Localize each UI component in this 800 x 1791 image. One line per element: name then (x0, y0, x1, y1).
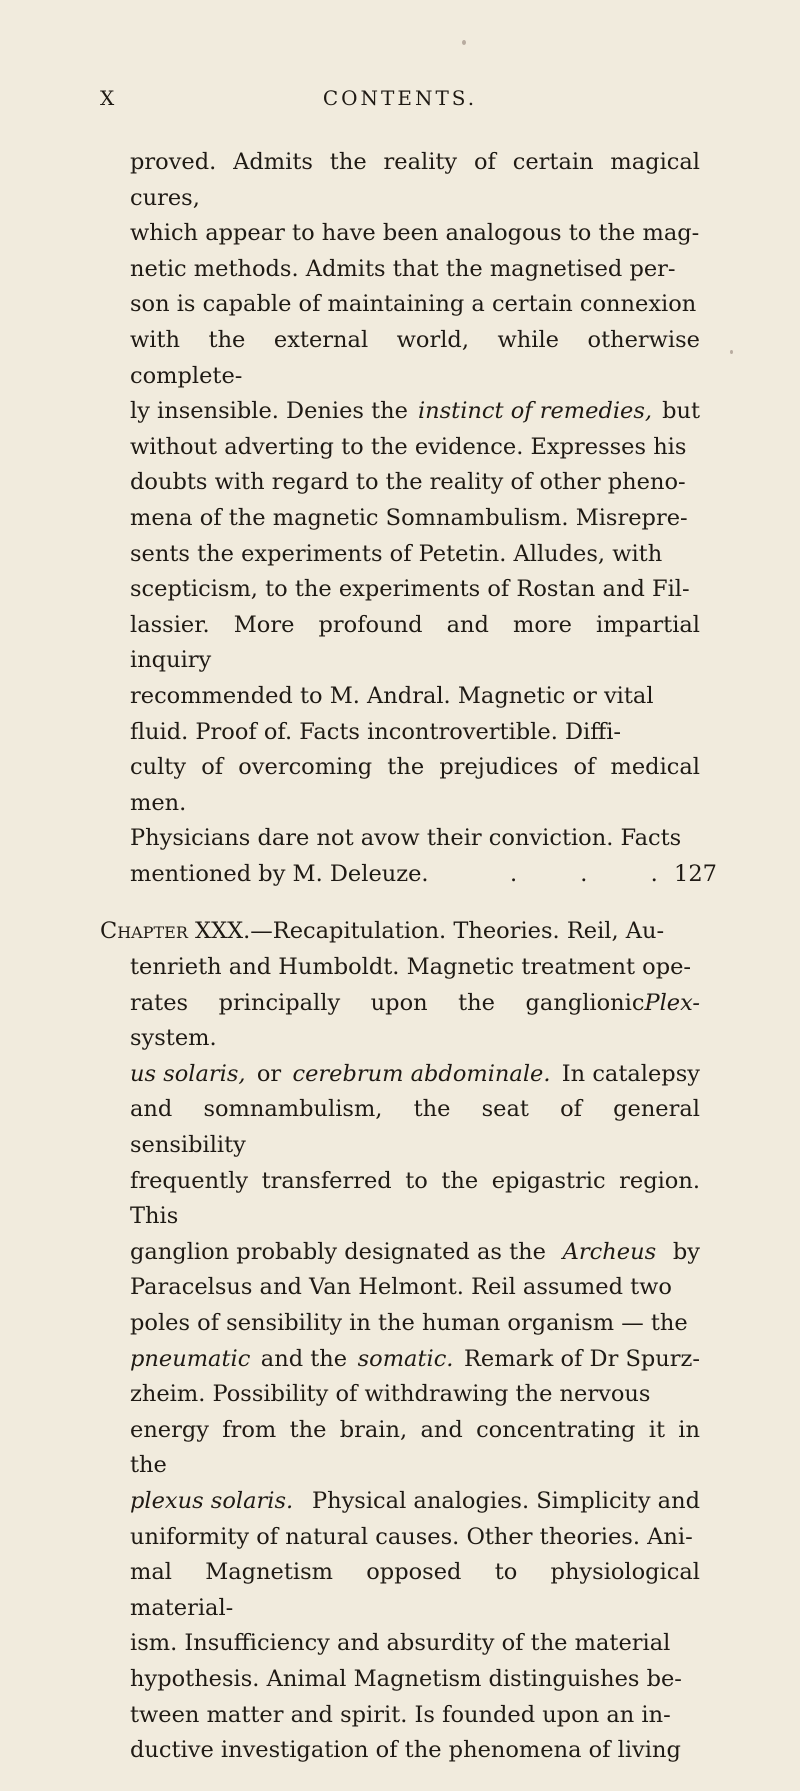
dot-leaders: . . . (510, 860, 686, 887)
text-line (130, 1342, 700, 1378)
text-span: ganglion probably designated as the (130, 1238, 546, 1265)
running-header (0, 86, 800, 116)
italic-span: Archeus (562, 1238, 657, 1265)
text-span: rates principally upon the ganglionic system. (130, 989, 645, 1052)
text-line: which appear to have been analogous to the mag- (130, 220, 700, 247)
text-line: recommended to M. Andral. Magnetic or vital (130, 682, 654, 709)
text-span: ly insensible. Denies the (130, 398, 408, 425)
text-span: Physical analogies. Simplicity and (311, 1487, 700, 1514)
text-line: Paracelsus and Van Helmont. Reil assumed two (130, 1274, 672, 1301)
text-line: ductive investigation of the phenomena of living (130, 1737, 681, 1764)
italic-span: cerebrum abdominale. (292, 1060, 551, 1087)
text-line: uniformity of natural causes. Other theories. Ani- (130, 1523, 693, 1550)
running-title: CONTENTS. (322, 86, 478, 110)
text-line: lassier. More profound and more impartial inquiry (130, 611, 700, 674)
text-line (130, 1484, 700, 1520)
text-line: sents the experiments of Petetin. Alludes, with (130, 540, 663, 567)
italic-span: us solaris, (130, 1060, 246, 1087)
page-number-roman: X (100, 86, 116, 110)
entry-text (130, 145, 717, 892)
text-span: In catalepsy (561, 1060, 700, 1087)
paper-speck (730, 350, 733, 354)
text-line: tenrieth and Humboldt. Magnetic treatment ope- (130, 954, 692, 981)
text-line: culty of overcoming the prejudices of medical men. (130, 754, 700, 816)
page-reference: 127 (674, 860, 717, 887)
text-line (130, 1235, 700, 1271)
contents-entry-continued (100, 145, 717, 892)
text-line (130, 394, 700, 430)
text-line: mena of the magnetic Somnambulism. Misrepre- (130, 504, 688, 531)
text-span: Remark of Dr Spurz- (463, 1345, 700, 1372)
text-line: tween matter and spirit. Is founded upon an in- (130, 1701, 671, 1728)
text-line: netic methods. Admits that the magnetised per- (130, 255, 676, 282)
text-line (100, 914, 700, 950)
text-line: frequently transferred to the epigastric region. This (130, 1167, 700, 1230)
text-line: ism. Insufficiency and absurdity of the material (130, 1630, 671, 1657)
text-line: Physicians dare not avow their conviction. Facts (130, 825, 682, 852)
text-line: hypothesis. Animal Magnetism distinguishes be- (130, 1665, 682, 1692)
text-line: son is capable of maintaining a certain connexion (130, 291, 697, 318)
paper-speck (462, 40, 466, 45)
text-line: fluid. Proof of. Facts incontrovertible. Diffi- (130, 718, 622, 745)
text-line-last (130, 857, 717, 893)
contents-body (100, 145, 717, 1791)
italic-span: pneumatic (130, 1345, 251, 1372)
text-line: scepticism, to the experiments of Rostan and Fil- (130, 576, 690, 603)
chapter-label: Chapter (100, 918, 188, 945)
text-span: mentioned by M. Deleuze. (130, 860, 429, 887)
text-span: and the (260, 1345, 348, 1372)
text-span: or (256, 1060, 282, 1087)
contents-entry-chapter-30 (100, 914, 700, 1768)
text-line: with the external world, while otherwise complete- (130, 326, 700, 389)
text-span: by (672, 1238, 700, 1265)
text-line: mal Magnetism opposed to physiological material- (130, 1559, 700, 1621)
italic-span: Plex- (644, 989, 700, 1016)
italic-span: instinct of remedies, (417, 398, 653, 425)
text-line: without adverting to the evidence. Expresses his (130, 433, 687, 460)
text-line: energy from the brain, and concentrating it in the (130, 1416, 700, 1479)
text-line: poles of sensibility in the human organism — the (130, 1310, 688, 1336)
italic-span: plexus solaris. (130, 1487, 294, 1514)
text-line: zheim. Possibility of withdrawing the nervous (130, 1381, 651, 1408)
italic-span: somatic. (357, 1345, 454, 1372)
chapter-number: XXX. (195, 918, 251, 945)
text-line (130, 1057, 700, 1093)
entry-text (100, 914, 700, 1768)
text-span: but (662, 398, 700, 425)
text-line: and somnambulism, the seat of general sensibility (130, 1096, 700, 1159)
text-span: —Recapitulation. Theories. Reil, Au- (250, 918, 665, 945)
text-line: proved. Admits the reality of certain magical cures, (130, 149, 700, 211)
text-line: doubts with regard to the reality of other pheno- (130, 469, 686, 496)
text-line (130, 986, 700, 1057)
